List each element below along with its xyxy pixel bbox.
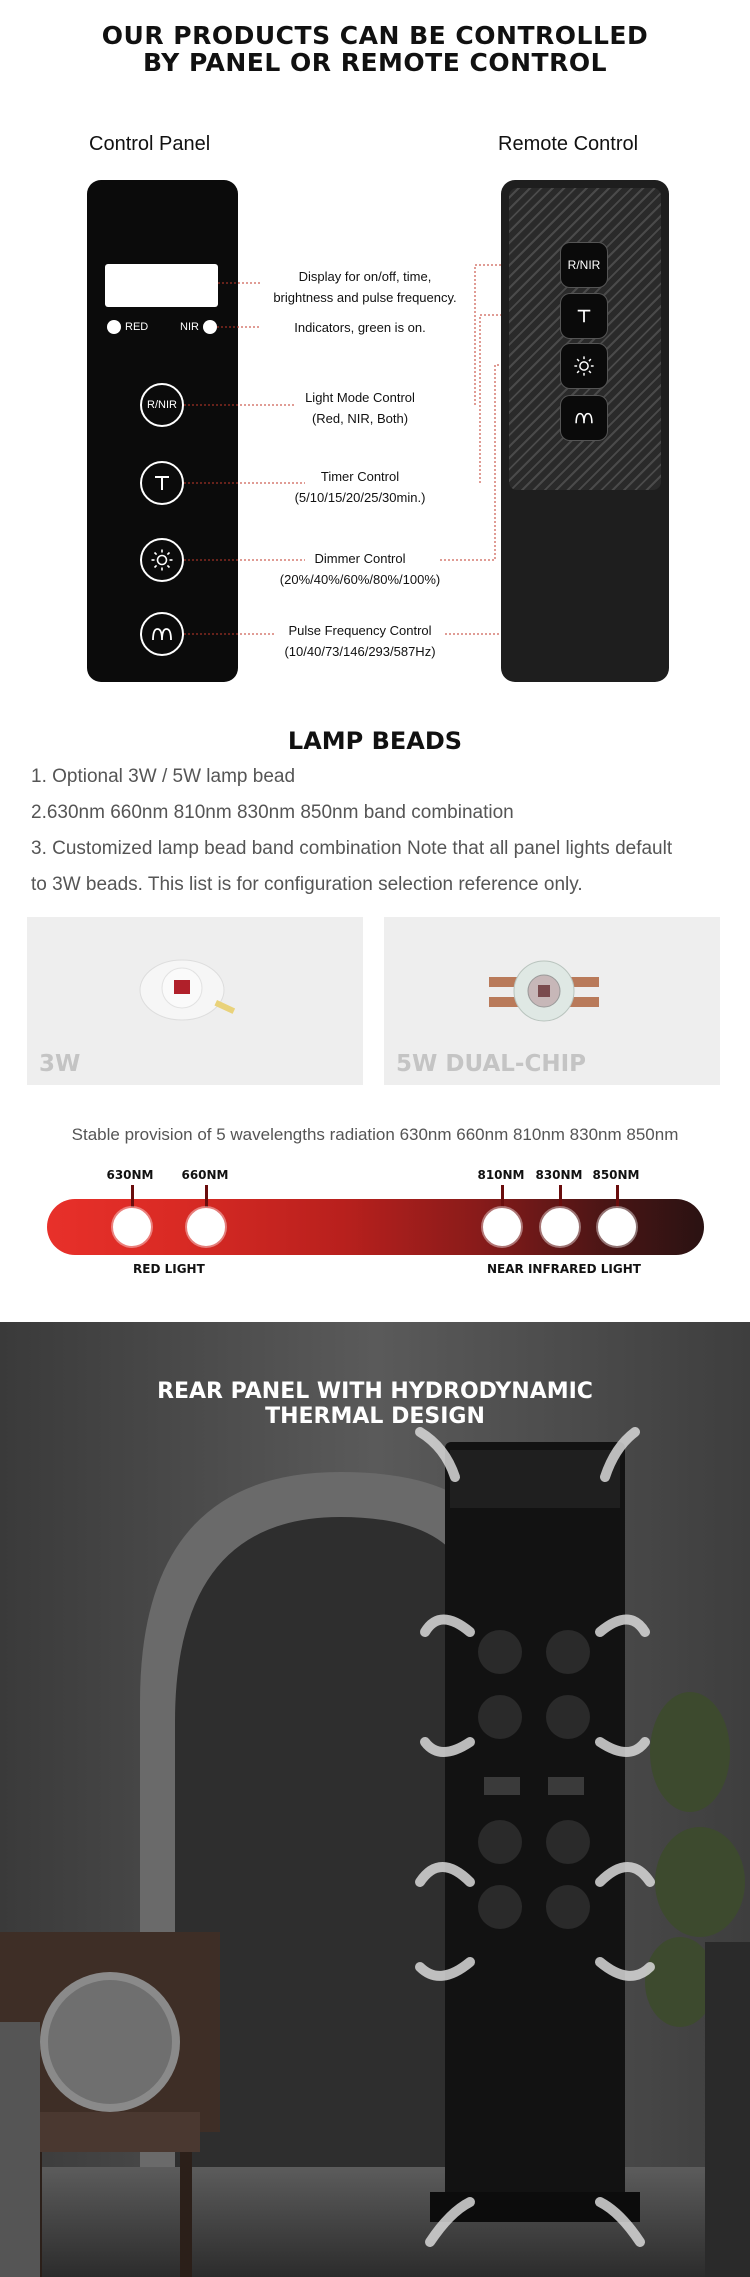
- annotation-indicators: Indicators, green is on.: [294, 320, 426, 335]
- lamp-beads-item-2: 2.630nm 660nm 810nm 830nm 850nm band combination: [31, 802, 514, 823]
- led-3w-image: [122, 952, 262, 1032]
- bead-3w-card: [27, 917, 363, 1085]
- annotation-pulse: [260, 620, 460, 662]
- wavelength-marker-830: [541, 1208, 579, 1246]
- wavelength-label-630: 630NM: [106, 1168, 154, 1182]
- lamp-beads-item-3-line-2: to 3W beads. This list is for configuration selection reference only.: [31, 874, 583, 895]
- wavelength-label-810: 810NM: [477, 1168, 525, 1182]
- remote-timer-button[interactable]: [561, 294, 607, 338]
- annotation-display-line1: Display for on/off, time,: [298, 269, 432, 284]
- annotation-pulse-line2: (10/40/73/146/293/587Hz): [284, 644, 436, 659]
- wavelength-label-830: 830NM: [535, 1168, 583, 1182]
- annotation-dimmer-line2: (20%/40%/60%/80%/100%): [279, 572, 441, 587]
- wavelength-marker-810: [483, 1208, 521, 1246]
- annotation-dimmer: [260, 548, 460, 590]
- wavelength-tick-810: [501, 1185, 504, 1207]
- control-panel-title: Control Panel: [89, 133, 211, 155]
- annotation-pulse-line1: Pulse Frequency Control: [288, 623, 432, 638]
- pulse-wave-icon: [574, 411, 594, 425]
- annotation-display: [255, 266, 475, 308]
- remote-pulse-button[interactable]: [561, 396, 607, 440]
- annotation-mode-line2: (Red, NIR, Both): [311, 411, 409, 426]
- remote-textured-face: [509, 188, 661, 490]
- wavelength-tick-830: [559, 1185, 562, 1207]
- led-5w-image: [474, 945, 614, 1035]
- bead-5w-card: [384, 917, 720, 1085]
- wavelength-tick-630: [131, 1185, 134, 1207]
- nir-light-label: NEAR INFRARED LIGHT: [487, 1262, 641, 1276]
- annotation-mode: [270, 387, 450, 429]
- rear-panel-photo: [0, 1322, 750, 2277]
- lamp-beads-item-3-line-1: 3. Customized lamp bead band combination Note that all panel lights default: [31, 838, 673, 859]
- lamp-beads-item-1: 1. Optional 3W / 5W lamp bead: [31, 766, 296, 787]
- timer-icon: [575, 307, 593, 325]
- brightness-icon: [573, 355, 595, 377]
- rear-panel-illustration: [0, 1322, 750, 2277]
- wavelength-label-850: 850NM: [592, 1168, 640, 1182]
- panel-mode-button-label: R/NIR: [147, 399, 177, 411]
- annotation-mode-line1: Light Mode Control: [305, 390, 415, 405]
- wavelength-label-660: 660NM: [181, 1168, 229, 1182]
- lamp-beads-title: LAMP BEADS: [287, 727, 463, 755]
- spectrum-caption: Stable provision of 5 wavelengths radiation 630nm 660nm 810nm 830nm 850nm: [71, 1125, 679, 1144]
- nir-indicator-label: NIR: [180, 321, 199, 333]
- annotation-timer-line1: Timer Control: [320, 469, 400, 484]
- annotation-display-line2: brightness and pulse frequency.: [273, 290, 457, 305]
- annotation-timer: [270, 466, 450, 508]
- rear-panel-title-line-1: REAR PANEL WITH HYDRODYNAMIC: [157, 1379, 593, 1404]
- wavelength-tick-660: [205, 1185, 208, 1207]
- wavelength-marker-850: [598, 1208, 636, 1246]
- remote-mode-button-label: R/NIR: [567, 258, 601, 272]
- rear-panel-title-line-2: THERMAL DESIGN: [265, 1404, 485, 1429]
- annotation-timer-line2: (5/10/15/20/25/30min.): [294, 490, 426, 505]
- title-line-2: BY PANEL OR REMOTE CONTROL: [142, 48, 607, 77]
- bead-5w-label: 5W DUAL-CHIP: [396, 1051, 586, 1077]
- remote-control-title: Remote Control: [498, 133, 639, 155]
- remote-mode-button[interactable]: [561, 243, 607, 287]
- red-indicator-label: RED: [125, 321, 149, 333]
- bead-3w-label: 3W: [39, 1051, 81, 1077]
- rear-panel-title: [0, 1379, 750, 1429]
- wavelength-marker-660: [187, 1208, 225, 1246]
- title-line-1: OUR PRODUCTS CAN BE CONTROLLED: [101, 21, 649, 50]
- annotation-dimmer-line1: Dimmer Control: [314, 551, 406, 566]
- remote-dimmer-button[interactable]: [561, 344, 607, 388]
- red-light-label: RED LIGHT: [133, 1262, 205, 1276]
- wavelength-marker-630: [113, 1208, 151, 1246]
- wavelength-tick-850: [616, 1185, 619, 1207]
